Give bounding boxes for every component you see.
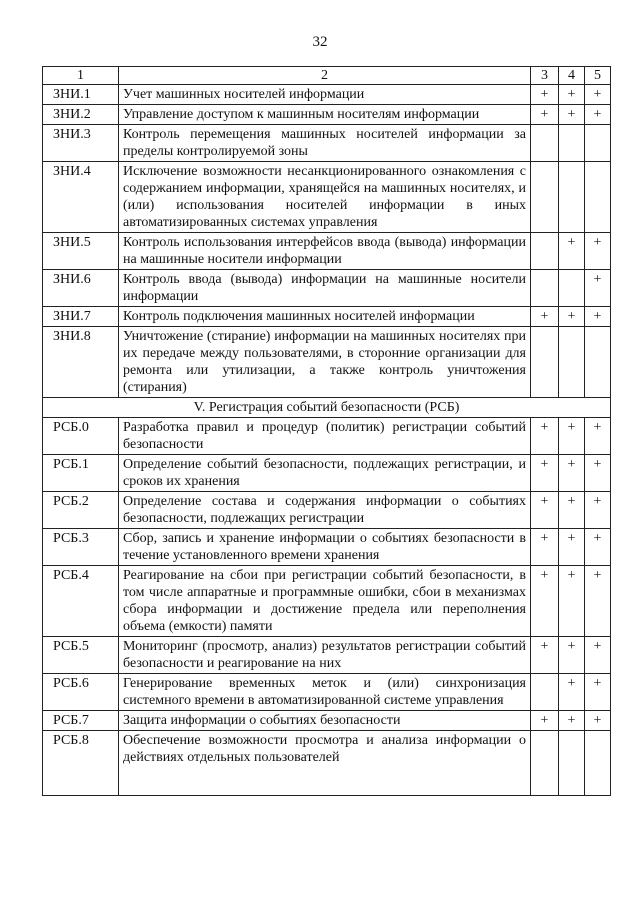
table-row [43,125,611,162]
table-row [43,233,611,270]
table-row [43,731,611,796]
section-heading-row [43,398,611,418]
table-row [43,162,611,233]
class-3-mark: + [531,307,559,327]
class-3-mark [531,270,559,307]
measure-code: ЗНИ.4 [43,162,119,233]
table-row [43,711,611,731]
table-row [43,529,611,566]
class-5-mark: + [585,674,611,711]
class-4-mark: + [559,711,585,731]
table-row [43,307,611,327]
class-4-mark: + [559,418,585,455]
class-4-mark: + [559,455,585,492]
class-4-mark [559,125,585,162]
table-body [43,67,611,796]
table-row [43,455,611,492]
measure-description: Управление доступом к машинным носителям информации [119,105,531,125]
class-3-mark: + [531,492,559,529]
measure-code: РСБ.5 [43,637,119,674]
security-measures-table [42,66,611,796]
class-4-mark [559,327,585,398]
measure-code: ЗНИ.7 [43,307,119,327]
class-3-mark: + [531,418,559,455]
class-5-mark: + [585,711,611,731]
class-3-mark [531,233,559,270]
class-5-mark: + [585,233,611,270]
measure-description: Определение событий безопасности, подлежащих регистрации, и сроков их хранения [119,455,531,492]
measure-code: ЗНИ.2 [43,105,119,125]
table-row [43,637,611,674]
class-3-mark [531,125,559,162]
class-3-mark: + [531,455,559,492]
table-row [43,85,611,105]
class-5-mark: + [585,637,611,674]
measure-description: Исключение возможности несанкционированного ознакомления с содержанием информации, хранящейся на машинных носителях, и (или) использования носителей информации в иных автоматизированных системах управления [119,162,531,233]
header-cell-2: 2 [119,67,531,85]
measure-code: РСБ.0 [43,418,119,455]
measure-code: РСБ.8 [43,731,119,796]
measure-description: Контроль использования интерфейсов ввода (вывода) информации на машинные носители информации [119,233,531,270]
measure-description: Контроль ввода (вывода) информации на машинные носители информации [119,270,531,307]
class-4-mark [559,731,585,796]
class-3-mark [531,327,559,398]
class-5-mark: + [585,455,611,492]
measure-description: Контроль подключения машинных носителей информации [119,307,531,327]
class-4-mark: + [559,307,585,327]
class-5-mark: + [585,492,611,529]
table-row [43,566,611,637]
class-3-mark [531,162,559,233]
table-header-row [43,67,611,85]
measure-code: РСБ.6 [43,674,119,711]
class-4-mark: + [559,105,585,125]
measure-code: ЗНИ.8 [43,327,119,398]
header-cell-1: 1 [43,67,119,85]
measure-code: РСБ.3 [43,529,119,566]
table-row [43,105,611,125]
measure-description: Контроль перемещения машинных носителей информации за пределы контролируемой зоны [119,125,531,162]
measure-code: ЗНИ.5 [43,233,119,270]
class-4-mark: + [559,674,585,711]
measure-description: Сбор, запись и хранение информации о событиях безопасности в течение установленного времени хранения [119,529,531,566]
measure-description: Разработка правил и процедур (политик) регистрации событий безопасности [119,418,531,455]
header-cell-3: 3 [531,67,559,85]
class-3-mark: + [531,637,559,674]
measure-code: РСБ.2 [43,492,119,529]
class-5-mark: + [585,85,611,105]
class-4-mark [559,270,585,307]
class-3-mark: + [531,566,559,637]
section-heading: V. Регистрация событий безопасности (РСБ) [43,398,611,418]
class-5-mark [585,327,611,398]
measure-description: Уничтожение (стирание) информации на машинных носителях при их передаче между пользователями, в сторонние организации для ремонта или утилизации, а также контроль уничтожения (стирания) [119,327,531,398]
class-4-mark: + [559,637,585,674]
class-5-mark: + [585,566,611,637]
table-row [43,492,611,529]
class-3-mark: + [531,105,559,125]
measure-code: РСБ.1 [43,455,119,492]
class-5-mark [585,125,611,162]
class-3-mark: + [531,711,559,731]
measure-code: ЗНИ.6 [43,270,119,307]
class-3-mark: + [531,529,559,566]
header-cell-5: 5 [585,67,611,85]
measure-code: РСБ.7 [43,711,119,731]
measure-description: Генерирование временных меток и (или) синхронизация системного времени в автоматизированной системе управления [119,674,531,711]
table-row [43,327,611,398]
class-5-mark: + [585,418,611,455]
measure-description: Обеспечение возможности просмотра и анализа информации о действиях отдельных пользователей [119,731,531,796]
class-3-mark [531,731,559,796]
table-row [43,270,611,307]
class-4-mark: + [559,85,585,105]
measure-code: РСБ.4 [43,566,119,637]
class-4-mark: + [559,492,585,529]
measure-description: Реагирование на сбои при регистрации событий безопасности, в том числе аппаратные и программные ошибки, сбои в механизмах сбора информации и достижение предела или переполнения объема (емкости) памяти [119,566,531,637]
class-5-mark [585,731,611,796]
measure-description: Учет машинных носителей информации [119,85,531,105]
class-3-mark [531,674,559,711]
measure-description: Мониторинг (просмотр, анализ) результатов регистрации событий безопасности и реагирование на них [119,637,531,674]
class-4-mark: + [559,529,585,566]
page-number: 32 [312,34,328,50]
measure-description: Определение состава и содержания информации о событиях безопасности, подлежащих регистрации [119,492,531,529]
class-4-mark [559,162,585,233]
class-5-mark [585,162,611,233]
header-cell-4: 4 [559,67,585,85]
table-row [43,418,611,455]
class-5-mark: + [585,105,611,125]
class-5-mark: + [585,307,611,327]
measure-description: Защита информации о событиях безопасности [119,711,531,731]
class-3-mark: + [531,85,559,105]
measure-code: ЗНИ.3 [43,125,119,162]
class-4-mark: + [559,233,585,270]
measure-code: ЗНИ.1 [43,85,119,105]
table-row [43,674,611,711]
class-5-mark: + [585,529,611,566]
class-4-mark: + [559,566,585,637]
class-5-mark: + [585,270,611,307]
